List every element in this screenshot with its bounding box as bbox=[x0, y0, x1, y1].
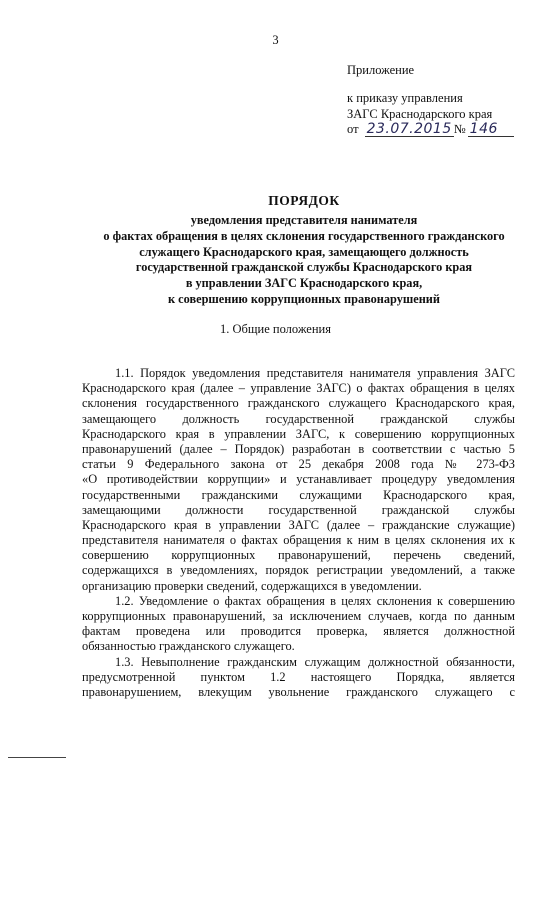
body-line: организацию проверки сведений, содержащихся в уведомлении. bbox=[82, 578, 422, 593]
section-heading: 1. Общие положения bbox=[220, 322, 331, 336]
title-line: уведомления представителя нанимателя bbox=[190, 213, 418, 227]
body-line: «О противодействии коррупции» и устанавливает процедуру уведомления bbox=[82, 472, 515, 487]
annex-order-line: ЗАГС Краснодарского края bbox=[347, 107, 493, 121]
body-line: 1.1. Порядок уведомления представителя нанимателя управления ЗАГС bbox=[115, 366, 515, 380]
annex-order-line: к приказу управления bbox=[347, 91, 463, 105]
body-line: совершению коррупционных правонарушений, перечень сведений, bbox=[82, 548, 515, 563]
body-line: 1.2. Уведомление о фактах обращения в целях склонения к совершению bbox=[115, 593, 515, 608]
body-line: правонарушений (далее – Порядок) разработан в соответствии с частью 5 bbox=[82, 441, 515, 456]
body-line: представителя нанимателя о фактах обращения к ним в целях склонения их к bbox=[82, 533, 515, 548]
body-line: 1.3. Невыполнение гражданским служащим должностной обязанности, bbox=[115, 654, 515, 669]
body-line: Краснодарского края в управлении ЗАГС, к совершению коррупционных bbox=[82, 426, 515, 441]
body-line: Краснодарского края (далее – управление ЗАГС) о фактах обращения в целях bbox=[82, 381, 515, 396]
title-line: к совершению коррупционных правонарушений bbox=[168, 291, 440, 306]
body-line: замещающими должности государственной гражданской службы bbox=[82, 502, 515, 517]
body-line: Краснодарского края в управлении ЗАГС (далее – гражданские служащие) bbox=[82, 517, 515, 532]
from-prefix: от bbox=[347, 122, 359, 136]
annex-order-reference bbox=[347, 90, 492, 122]
number-sign: № bbox=[453, 122, 466, 136]
body-line: фактам проведена или проводится проверка, является должностной bbox=[82, 624, 515, 639]
body-line: содержащихся в уведомлениях, порядок регистрации уведомлений, а также bbox=[82, 563, 515, 578]
body-line: государственными гражданскими служащими Краснодарского края, bbox=[82, 487, 515, 502]
annex-date-row bbox=[347, 122, 514, 137]
body-line: замещающего должность государственной гражданской службы bbox=[82, 411, 515, 426]
handwritten-number: 146 bbox=[468, 123, 514, 137]
annex-label: Приложение bbox=[347, 63, 415, 77]
document-title bbox=[60, 192, 548, 308]
title-line: служащего Краснодарского края, замещающего должность bbox=[139, 244, 469, 259]
title-line: в управлении ЗАГС Краснодарского края, bbox=[185, 276, 423, 291]
footnote-rule bbox=[8, 757, 66, 758]
body-text bbox=[82, 366, 515, 700]
handwritten-date: 23.07.2015 bbox=[366, 121, 452, 137]
title-line: о фактах обращения в целях склонения государственного гражданского bbox=[103, 228, 505, 243]
title-lines bbox=[60, 213, 548, 308]
body-line: предусмотренной пунктом 1.2 настоящего Порядка, является bbox=[82, 669, 515, 684]
body-line: правонарушением, влекущим увольнение гражданского служащего с bbox=[82, 684, 515, 699]
body-line: обязанностью гражданского служащего. bbox=[82, 639, 295, 654]
title-main: ПОРЯДОК bbox=[268, 193, 340, 208]
body-line: коррупционных правонарушений, за исключением случаев, когда по данным bbox=[82, 609, 515, 623]
body-line: статьи 9 Федерального закона от 25 декабря 2008 года № 273-ФЗ bbox=[82, 457, 515, 472]
page-number: 3 bbox=[272, 33, 279, 47]
body-line: склонения государственного гражданского служащего Краснодарского края, bbox=[82, 396, 515, 411]
title-line: государственной гражданской службы Краснодарского края bbox=[135, 260, 473, 275]
